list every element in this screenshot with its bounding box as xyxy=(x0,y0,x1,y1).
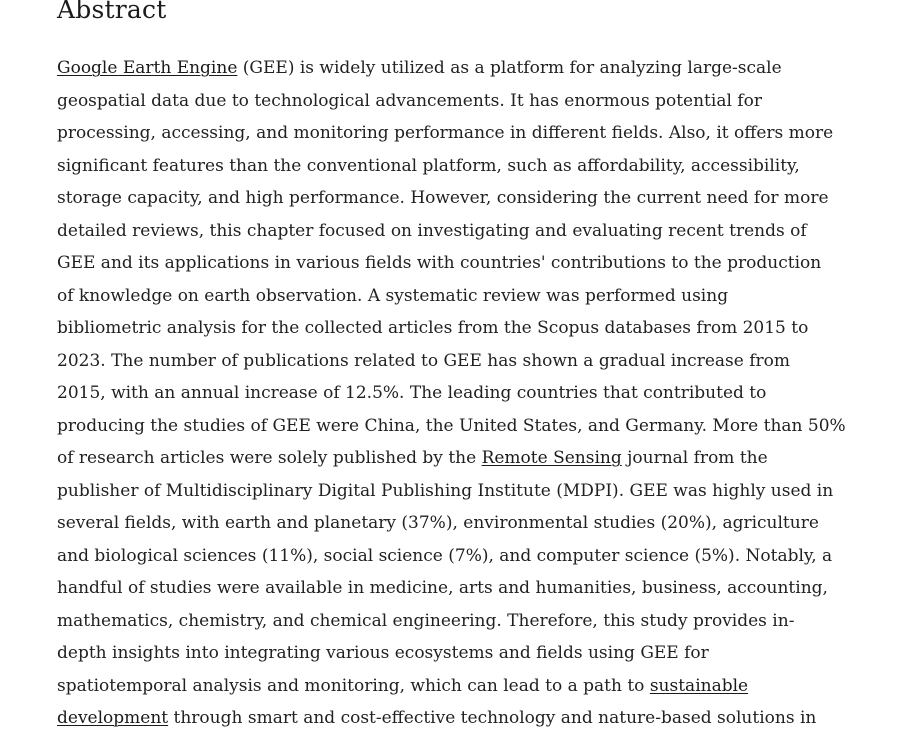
abstract-text-segment: through smart and cost-effective technology and nature-based solutions in xyxy=(168,708,817,728)
abstract-text-segment: processing, accessing, and monitoring performance in different fields. Also, it offers more xyxy=(57,123,834,143)
abstract-text-segment: GEE and its applications in various fields with countries' contributions to the production xyxy=(57,253,822,273)
abstract-text-segment: depth insights into integrating various ecosystems and fields using GEE for xyxy=(57,643,709,663)
abstract-text-segment: and biological sciences (11%), social science (7%), and computer science (5%). Notably, a xyxy=(57,545,833,566)
abstract-text-line xyxy=(57,507,880,540)
abstract-text-line xyxy=(57,52,880,85)
abstract-text-segment: of research articles were solely published by the xyxy=(57,448,482,468)
abstract-text-segment: geospatial data due to technological advancements. It has enormous potential for xyxy=(57,90,762,111)
abstract-text-line xyxy=(57,312,880,345)
inline-link-sustainable-development[interactable]: development xyxy=(57,708,169,728)
abstract-text-segment: 2023. The number of publications related to GEE has shown a gradual increase from xyxy=(57,350,790,371)
abstract-text-line xyxy=(57,215,880,248)
abstract-text-line xyxy=(57,540,880,573)
inline-link-remote-sensing[interactable]: Remote Sensing xyxy=(481,448,622,468)
inline-link-google-earth-engine[interactable]: Google Earth Engine xyxy=(57,58,238,78)
abstract-text-line xyxy=(57,572,880,605)
abstract-text-line xyxy=(57,377,880,410)
abstract-text-line xyxy=(57,247,880,280)
abstract-text-line xyxy=(57,605,880,638)
abstract-heading: Abstract xyxy=(57,0,167,24)
abstract-text-segment: 2015, with an annual increase of 12.5%. The leading countries that contributed to xyxy=(57,383,767,403)
abstract-text-segment: publisher of Multidisciplinary Digital Publishing Institute (MDPI). GEE was highly used in xyxy=(57,480,834,501)
abstract-text-segment: bibliometric analysis for the collected articles from the Scopus databases from 2015 to xyxy=(57,318,809,338)
abstract-text-segment: several fields, with earth and planetary (37%), environmental studies (20%), agriculture xyxy=(57,513,819,533)
abstract-text-line xyxy=(57,475,880,508)
inline-link-sustainable-development[interactable]: sustainable xyxy=(649,675,749,696)
abstract-text-line xyxy=(57,637,880,670)
abstract-text-line xyxy=(57,442,880,475)
abstract-text-segment: spatiotemporal analysis and monitoring, which can lead to a path to xyxy=(57,675,650,696)
abstract-text-line xyxy=(57,150,880,183)
abstract-text-segment: (GEE) is widely utilized as a platform for analyzing large-scale xyxy=(237,58,782,78)
abstract-text-line xyxy=(57,280,880,313)
abstract-text-line xyxy=(57,410,880,443)
abstract-text-segment: producing the studies of GEE were China, the United States, and Germany. More than 50% xyxy=(57,415,846,436)
abstract-text-line xyxy=(57,345,880,378)
abstract-text-segment: mathematics, chemistry, and chemical engineering. Therefore, this study provides in- xyxy=(57,610,795,631)
abstract-text-line xyxy=(57,85,880,118)
abstract-text-segment: handful of studies were available in medicine, arts and humanities, business, accounting, xyxy=(57,578,828,598)
abstract-text-segment: detailed reviews, this chapter focused on investigating and evaluating recent trends of xyxy=(57,220,807,241)
abstract-body xyxy=(57,52,880,735)
abstract-text-line xyxy=(57,670,880,703)
abstract-text-segment: significant features than the conventional platform, such as affordability, accessibility, xyxy=(57,155,800,176)
abstract-text-line xyxy=(57,117,880,150)
abstract-text-line xyxy=(57,182,880,215)
abstract-text-segment: journal from the xyxy=(621,448,768,468)
abstract-text-segment: of knowledge on earth observation. A systematic review was performed using xyxy=(57,285,729,306)
abstract-text-line xyxy=(57,702,880,735)
abstract-text-segment: storage capacity, and high performance. However, considering the current need for more xyxy=(57,188,829,208)
